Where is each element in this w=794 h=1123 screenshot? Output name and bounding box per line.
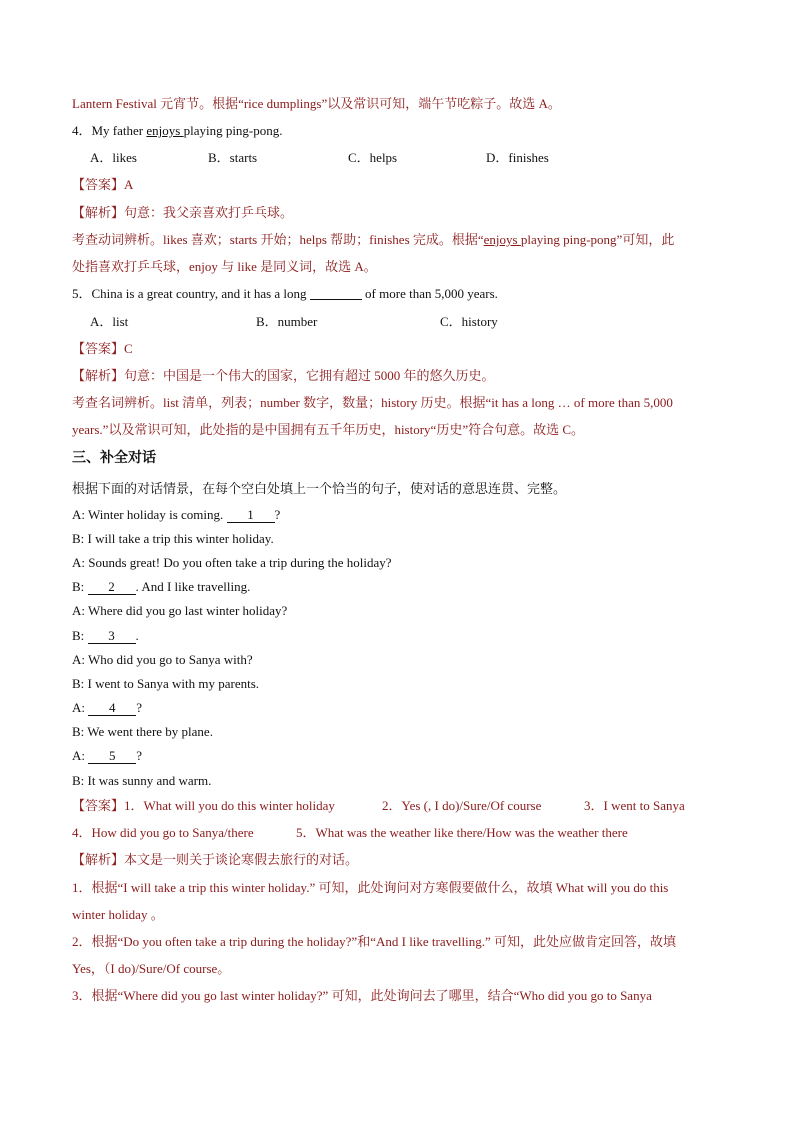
answer-4: 4．How did you go to Sanya/there	[72, 825, 254, 840]
answer-tag: 【答案】	[72, 341, 125, 356]
answer-1: 1．What will you do this winter holiday	[124, 798, 335, 813]
dialogue-blank: 3	[88, 629, 136, 644]
answer-2: 2．Yes (, I do)/Sure/Of course	[382, 798, 542, 813]
answer-value: A	[124, 177, 134, 192]
dialogue-text: ?	[274, 507, 281, 522]
answer-line	[72, 340, 724, 358]
dialogue-line	[72, 747, 724, 765]
dialogue-blank: 5	[88, 749, 136, 764]
dialogue-text: ?	[136, 748, 143, 763]
option-a: A．likes	[90, 150, 137, 165]
dialogue-line: B: We went there by plane.	[72, 724, 213, 739]
option-b: B．number	[256, 314, 318, 329]
analysis-tag: 【解析】	[72, 368, 125, 383]
dialogue-text: B:	[72, 628, 88, 643]
analysis-line	[72, 851, 724, 869]
question-5-suffix: of more than 5,000 years.	[361, 286, 498, 301]
analysis-text: playing ping-pong”可知，此	[520, 232, 675, 247]
dialogue-blank: 1	[227, 508, 275, 523]
dialogue-line: B: I will take a trip this winter holiday.	[72, 531, 274, 546]
analysis-line	[72, 231, 724, 249]
analysis-line: 2．根据“Do you often take a trip during the holiday?”和“And I like travelling.” 可知，此处应做肯定回答，故填	[72, 934, 677, 949]
analysis-line	[72, 367, 724, 385]
dialogue-line: B: I went to Sanya with my parents.	[72, 676, 260, 691]
dialogue-text: .	[135, 628, 139, 643]
explanation-line: Lantern Festival 元宵节。根据“rice dumplings”以及常识可知，端午节吃粽子。故选 A。	[72, 96, 561, 111]
option-b: B．starts	[208, 150, 258, 165]
dialogue-line	[72, 627, 724, 645]
answer-line	[72, 176, 724, 194]
analysis-text: 句意：我父亲喜欢打乒乓球。	[124, 205, 294, 220]
dialogue-line: A: Who did you go to Sanya with?	[72, 652, 253, 667]
answer-blank	[310, 286, 362, 300]
analysis-line: 3．根据“Where did you go last winter holiday?” 可知，此处询问去了哪里，结合“Who did you go to Sanya	[72, 988, 652, 1003]
analysis-tag: 【解析】	[72, 852, 125, 867]
dialogue-text: A:	[72, 700, 89, 715]
answer-line	[72, 797, 724, 815]
analysis-line: winter holiday 。	[72, 907, 164, 922]
answer-tag: 【答案】	[72, 798, 125, 813]
question-4-options	[72, 149, 724, 167]
dialogue-text: B:	[72, 579, 88, 594]
analysis-underlined: enjoys	[483, 232, 521, 247]
answer-line	[72, 824, 724, 842]
answer-5: 5．What was the weather like there/How was the weather there	[296, 825, 628, 840]
dialogue-blank: 2	[88, 580, 136, 595]
question-4-suffix: playing ping-pong.	[183, 123, 283, 138]
dialogue-line: B: It was sunny and warm.	[72, 773, 212, 788]
dialogue-line	[72, 506, 724, 524]
analysis-text: 考查动词辨析。likes 喜欢；starts 开始；helps 帮助；finishes 完成。根据“	[72, 232, 484, 247]
dialogue-blank: 4	[88, 701, 136, 716]
dialogue-line: A: Where did you go last winter holiday?	[72, 603, 288, 618]
analysis-line: 处指喜欢打乒乓球，enjoy 与 like 是同义词，故选 A。	[72, 259, 377, 274]
analysis-line: 考查名词辨析。list 清单，列表；number 数字，数量；history 历史。根据“it has a long … of more than 5,000	[72, 395, 673, 410]
dialogue-line	[72, 699, 724, 717]
option-d: D．finishes	[486, 150, 549, 165]
answer-value: C	[124, 341, 133, 356]
option-c: C．helps	[348, 150, 398, 165]
question-5	[72, 285, 724, 303]
question-4-underlined: enjoys	[146, 123, 184, 138]
analysis-tag: 【解析】	[72, 205, 125, 220]
dialogue-text: . And I like travelling.	[135, 579, 251, 594]
question-4	[72, 122, 724, 140]
analysis-line: 1．根据“I will take a trip this winter holiday.” 可知，此处询问对方寒假要做什么，故填 What will you do this	[72, 880, 669, 895]
option-c: C．history	[440, 314, 498, 329]
dialogue-text: A: Winter holiday is coming.	[72, 507, 227, 522]
question-5-options	[72, 313, 724, 331]
analysis-text: 本文是一则关于谈论寒假去旅行的对话。	[124, 852, 359, 867]
section-heading: 三、补全对话	[72, 451, 156, 466]
analysis-line	[72, 204, 724, 222]
answer-tag: 【答案】	[72, 177, 125, 192]
dialogue-text: ?	[136, 700, 143, 715]
answer-3: 3．I went to Sanya	[584, 798, 685, 813]
dialogue-line	[72, 578, 724, 596]
analysis-line: Yes，（I do)/Sure/Of course。	[72, 961, 231, 976]
analysis-line: years.”以及常识可知，此处指的是中国拥有五千年历史，history“历史”符合句意。故选 C。	[72, 422, 585, 437]
dialogue-text: A:	[72, 748, 89, 763]
question-4-prefix: 4．My father	[72, 123, 147, 138]
section-instructions: 根据下面的对话情景，在每个空白处填上一个恰当的句子，使对话的意思连贯、完整。	[72, 481, 567, 496]
dialogue-line: A: Sounds great! Do you often take a trip during the holiday?	[72, 555, 392, 570]
question-5-prefix: 5．China is a great country, and it has a long	[72, 286, 310, 301]
option-a: A．list	[90, 314, 129, 329]
analysis-text: 句意：中国是一个伟大的国家，它拥有超过 5000 年的悠久历史。	[124, 368, 495, 383]
